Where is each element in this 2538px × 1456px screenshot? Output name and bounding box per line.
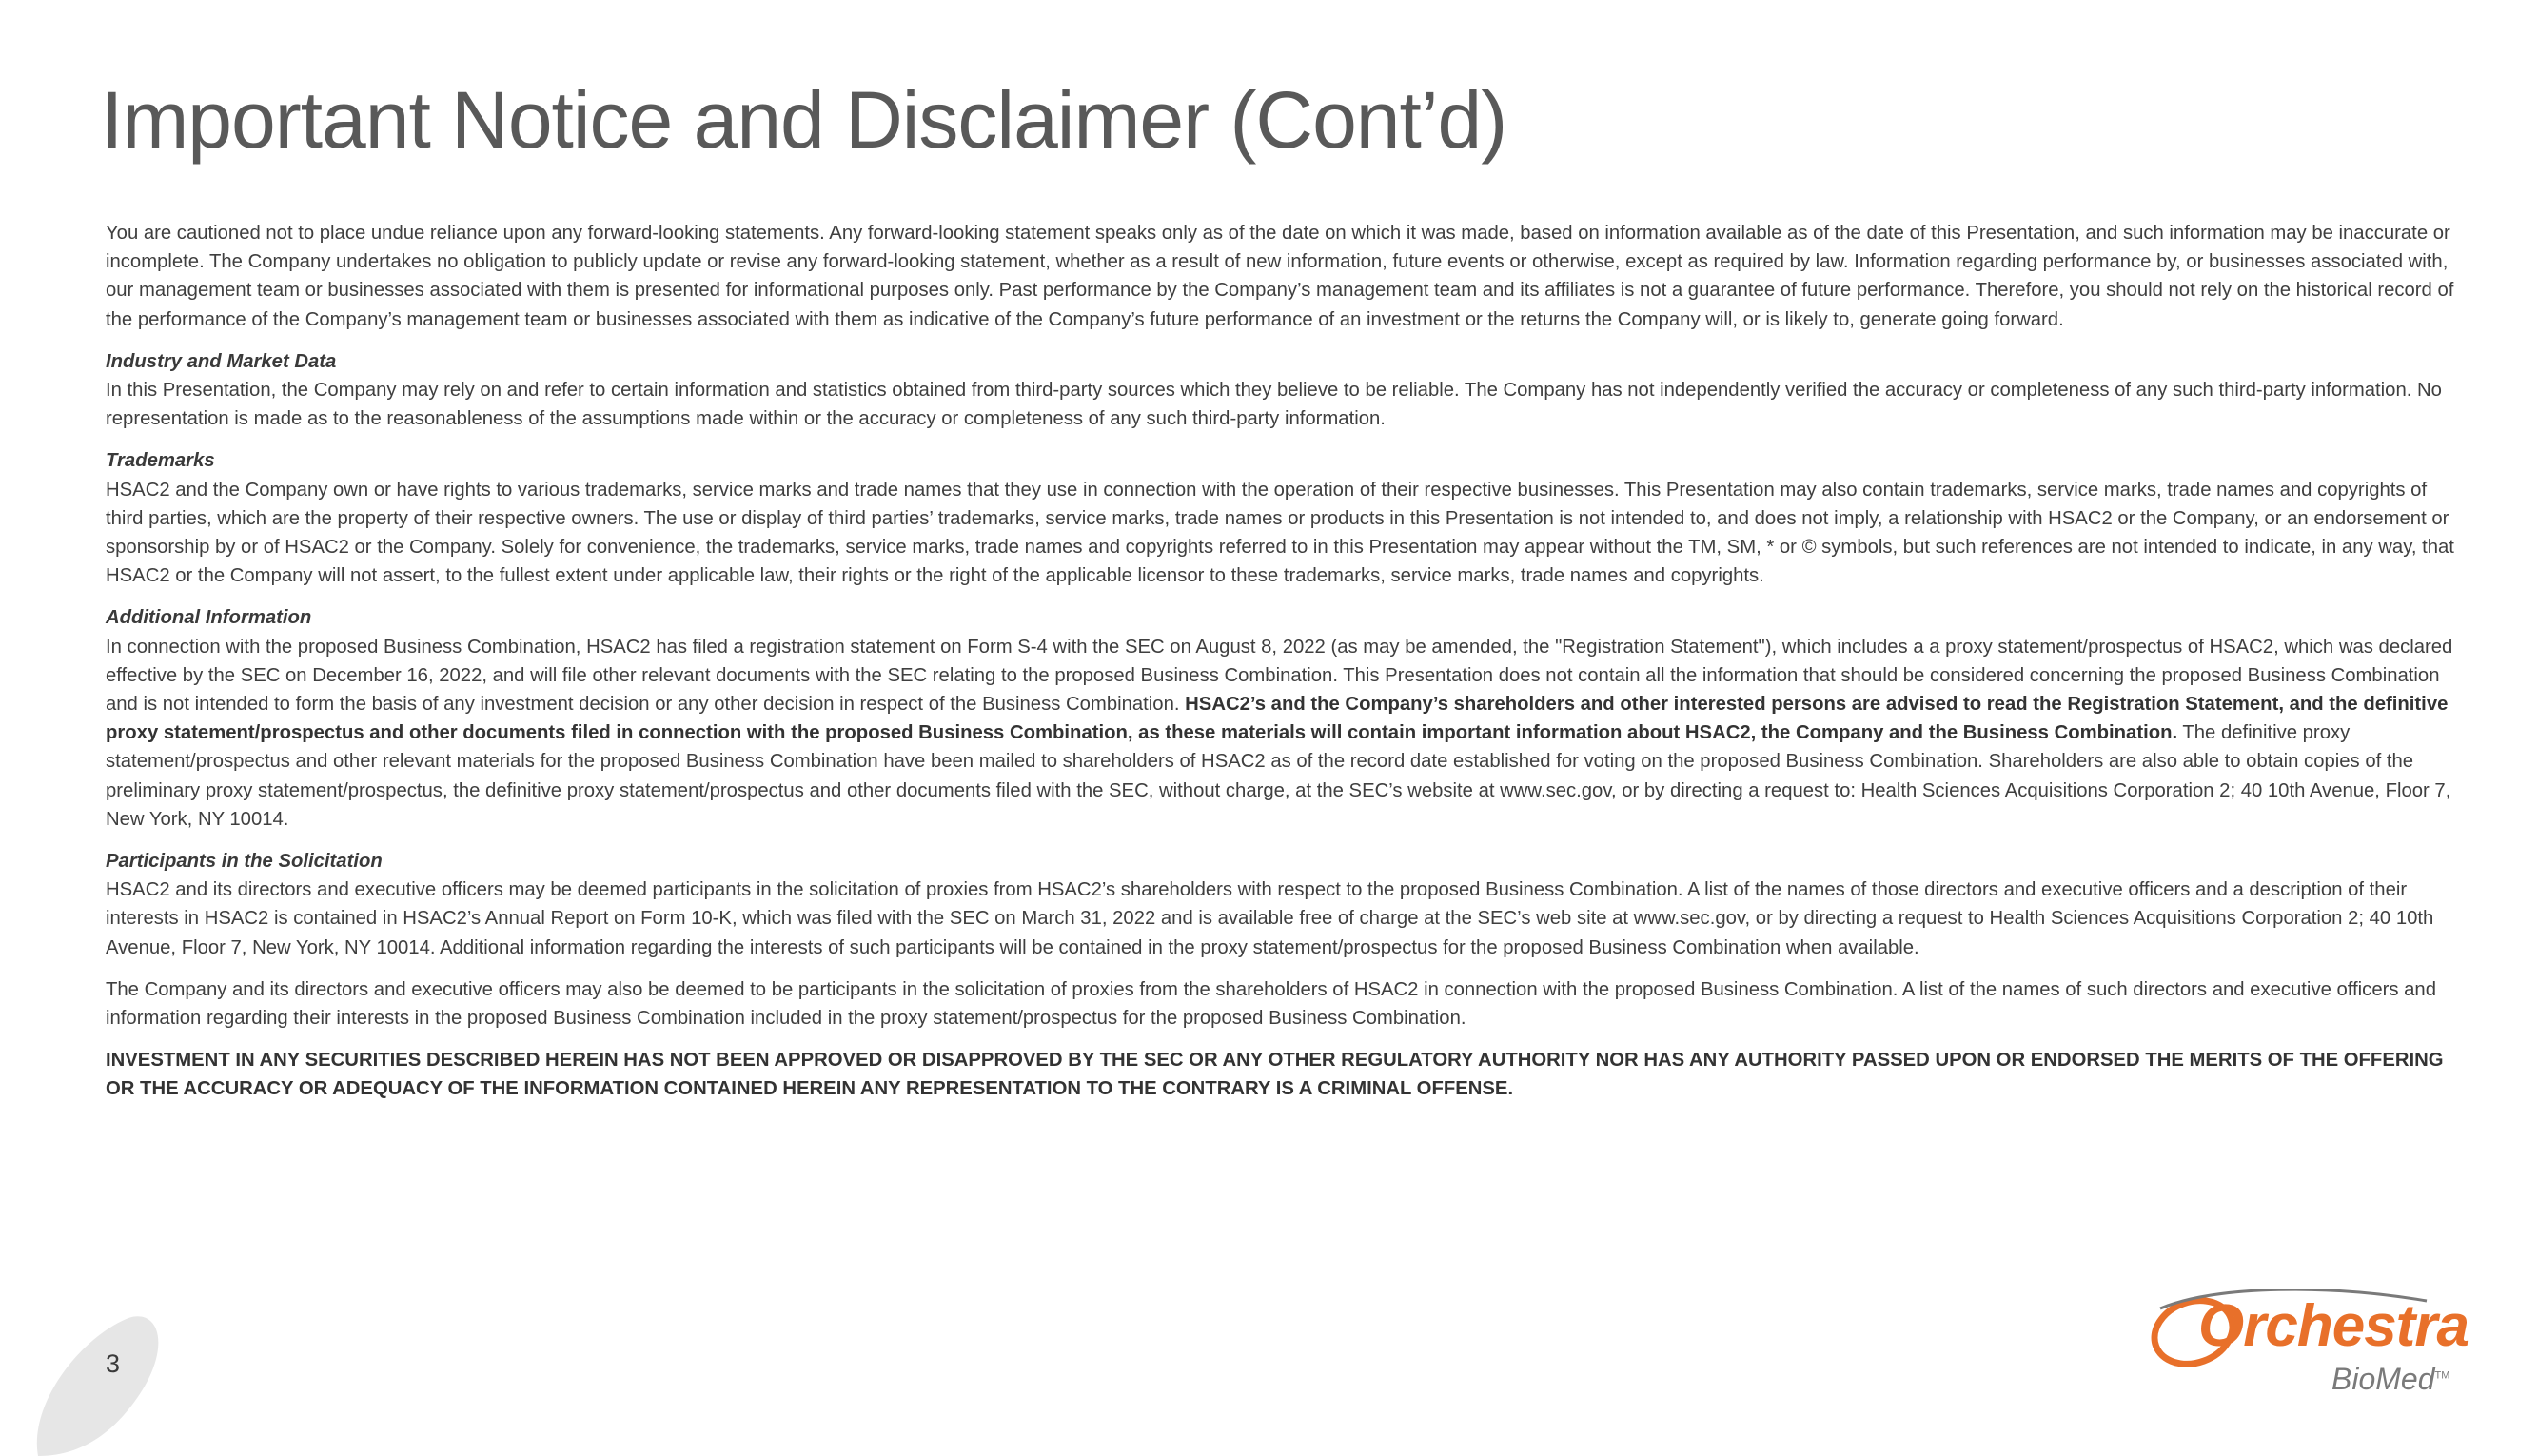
logo-subtitle-text: BioMed	[2331, 1362, 2435, 1396]
trademarks-body: HSAC2 and the Company own or have rights to various trademarks, service marks and trade names that they use in connection with the operation of their respective businesses. This Presentation may also contain trademarks, service marks, trade names and copyrights of third parties, which are the property of their respective owners. The use or display of third parties’ trademarks, service marks, trade names or products in this Presentation is not intended to, and does not imply, a relationship with HSAC2 or the Company, or an endorsement or sponsorship by or of HSAC2 or the Company. Solely for convenience, the trademarks, service marks, trade names and copyrights referred to in this Presentation may appear without the TM, SM, * or © symbols, but such references are not intended to indicate, in any way, that HSAC2 or the Company will not assert, to the fullest extent under applicable law, their rights or the right of the applicable licensor to these trademarks, service marks, trade names and copyrights.	[106, 479, 2454, 587]
industry-body: In this Presentation, the Company may rely on and refer to certain information and statistics obtained from third-party sources which they believe to be reliable. The Company has not independently verified the accuracy or completeness of any such third-party information. No representation is made as to the reasonableness of the assumptions made within or the accuracy or completeness of any such third-party information.	[106, 380, 2442, 430]
additional-information-body-end: The definitive proxy statement/prospectus and other relevant materials for the proposed Business Combination have been mailed to shareholders of HSAC2 as of the record date established for voting on the proposed Business Combination. Shareholders are also able to obtain copies of the preliminary proxy statement/prospectus, the definitive proxy statement/prospectus and other documents filed with the SEC, without charge, at the SEC’s website at www.sec.gov, or by directing a request to: Health Sciences Acquisitions Corporation 2; 40 10th Avenue, Floor 7, New York, NY 10014.	[106, 722, 2451, 830]
logo-trademark: TM	[2434, 1369, 2450, 1382]
additional-information-body-start: In connection with the proposed Business Combination, HSAC2 has filed a registration statement on Form S-4 with the SEC on August 8, 2022 (as may be amended, the "Registration Statement"), which includes a a proxy statement/prospectus of HSAC2, which was declared effective by the SEC on December 16, 2022, and will file other relevant documents with the SEC relating to the proposed Business Combination. This Presentation does not contain all the information that should be considered concerning the proposed Business Combination and is not intended to form the basis of any investment decision or any other decision in respect of the Business Combination.	[106, 636, 2453, 716]
logo-subtitle	[2331, 1364, 2449, 1394]
trademarks-heading: Trademarks	[106, 450, 215, 472]
company-participants-paragraph: The Company and its directors and executive officers may also be deemed to be participants in the solicitation of proxies from the shareholders of HSAC2 in connection with the proposed Business Combination. A list of the names of such directors and executive officers and information regarding their interests in the proposed Business Combination included in the proxy statement/prospectus for the proposed Business Combination.	[106, 978, 2436, 1030]
additional-information-heading: Additional Information	[106, 607, 312, 629]
participants-section	[106, 847, 2456, 962]
additional-information-advisory: HSAC2’s and the Company’s shareholders and other interested persons are advised to read the Registration Statement, and the definitive proxy statement/prospectus and other documents filed in connection with the proposed Business Combination, as these materials will contain important information about HSAC2, the Company and the Business Combination.	[106, 694, 2449, 744]
slide-title: Important Notice and Disclaimer (Cont’d)	[101, 75, 1507, 165]
page-corner-shape	[29, 1313, 162, 1456]
forward-looking-paragraph: You are cautioned not to place undue reliance upon any forward-looking statements. Any forward-looking statement speaks only as of the date on which it was made, based on information available as of the date of this Presentation, and such information may be inaccurate or incomplete. The Company undertakes no obligation to publicly update or revise any forward-looking statement, whether as a result of new information, future events or otherwise, except as required by law. Information regarding performance by, or businesses associated with, our management team or businesses associated with them is presented for informational purposes only. Past performance by the Company’s management team and its affiliates is not a guarantee of future performance. Therefore, you should not rely on the historical record of the performance of the Company’s management team or businesses associated with them as indicative of the Company’s future performance of an investment or the returns the Company will, or is likely to, generate going forward.	[106, 223, 2454, 330]
trademarks-section	[106, 446, 2456, 590]
participants-heading: Participants in the Solicitation	[106, 851, 383, 873]
securities-notice: INVESTMENT IN ANY SECURITIES DESCRIBED HEREIN HAS NOT BEEN APPROVED OR DISAPPROVED BY THE SEC OR ANY OTHER REGULATORY AUTHORITY NOR HAS ANY AUTHORITY PASSED UPON OR ENDORSED THE MERITS OF THE OFFERING OR THE ACCURACY OR ADEQUACY OF THE INFORMATION CONTAINED HEREIN ANY REPRESENTATION TO THE CONTRARY IS A CRIMINAL OFFENSE.	[106, 1050, 2444, 1100]
industry-section	[106, 347, 2456, 434]
page-number: 3	[106, 1349, 121, 1378]
disclaimer-body	[106, 219, 2456, 1117]
participants-body: HSAC2 and its directors and executive officers may be deemed participants in the solicitation of proxies from HSAC2’s shareholders with respect to the proposed Business Combination. A list of the names of those directors and executive officers and a description of their interests in HSAC2 is contained in HSAC2’s Annual Report on Form 10-K, which was filed with the SEC on March 31, 2022 and is available free of charge at the SEC’s web site at www.sec.gov, or by directing a request to Health Sciences Acquisitions Corporation 2; 40 10th Avenue, Floor 7, New York, NY 10014. Additional information regarding the interests of such participants will be contained in the proxy statement/prospectus for the proposed Business Combination when available.	[106, 879, 2434, 958]
additional-information-section	[106, 603, 2456, 834]
orchestra-biomed-logo	[2141, 1289, 2484, 1404]
logo-wordmark: Orchestra	[2198, 1293, 2469, 1359]
industry-heading: Industry and Market Data	[106, 350, 337, 372]
